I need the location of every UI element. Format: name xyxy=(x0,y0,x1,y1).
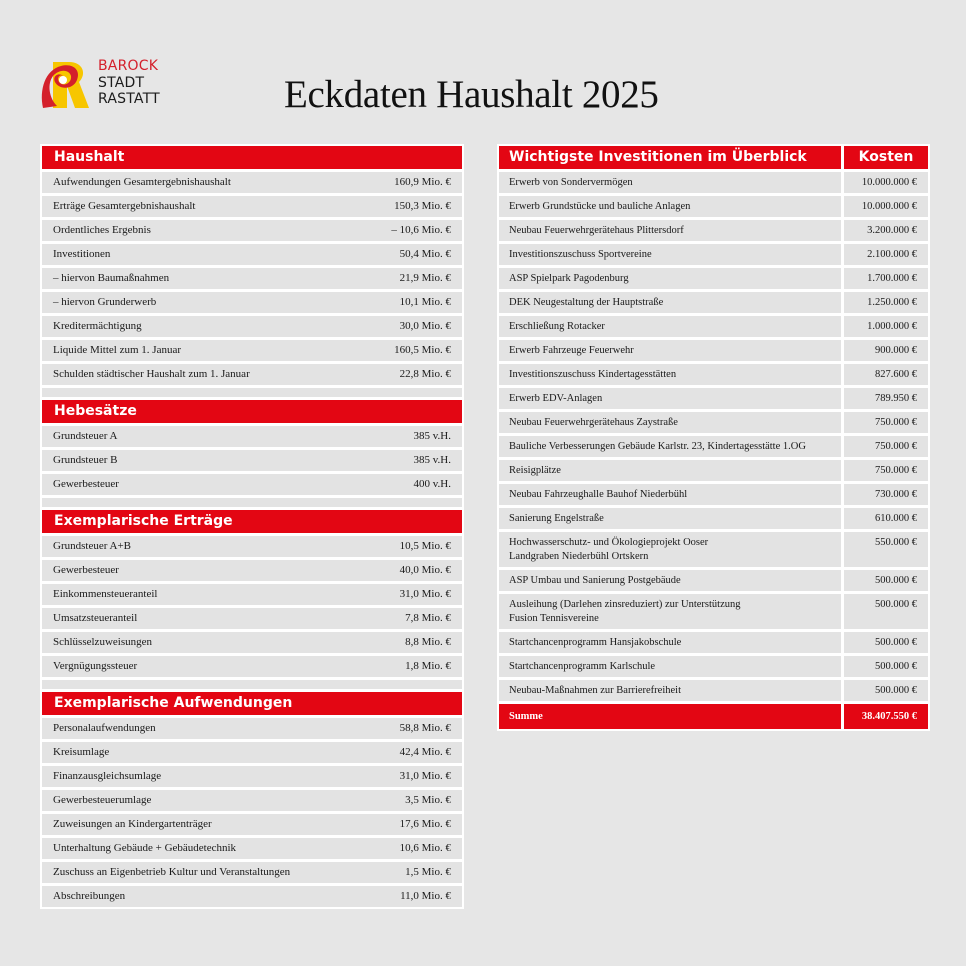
row-value: 385 v.H. xyxy=(413,454,451,466)
cost-column-header: Kosten xyxy=(844,146,928,169)
table-row xyxy=(499,656,928,677)
row-value: 750.000 € xyxy=(844,436,928,457)
row-label: DEK Neugestaltung der Hauptstraße xyxy=(499,292,841,313)
table-row xyxy=(42,608,462,629)
row-label: – hiervon Grunderwerb xyxy=(53,296,157,308)
row-label: Finanzausgleichsumlage xyxy=(53,770,162,782)
table-row xyxy=(499,436,928,457)
row-value: 1,8 Mio. € xyxy=(405,660,451,672)
row-value: 827.600 € xyxy=(844,364,928,385)
table-row xyxy=(499,532,928,567)
row-value: 10,6 Mio. € xyxy=(399,842,451,854)
row-value: 7,8 Mio. € xyxy=(405,612,451,624)
row-value: 50,4 Mio. € xyxy=(399,248,451,260)
row-value: 500.000 € xyxy=(844,594,928,629)
row-value: 900.000 € xyxy=(844,340,928,361)
row-value: 21,9 Mio. € xyxy=(399,272,451,284)
row-label: Startchancenprogramm Hansjakobschule xyxy=(499,632,841,653)
table-row xyxy=(42,560,462,581)
row-label: Schulden städtischer Haushalt zum 1. Januar xyxy=(53,368,250,380)
row-label: Investitionszuschuss Kindertagesstätten xyxy=(499,364,841,385)
table-row xyxy=(499,594,928,629)
row-value: – 10,6 Mio. € xyxy=(391,224,451,236)
row-value: 31,0 Mio. € xyxy=(399,770,451,782)
row-label: Kreisumlage xyxy=(53,746,110,758)
table-row xyxy=(42,790,462,811)
row-value: 1.700.000 € xyxy=(844,268,928,289)
table-row xyxy=(499,244,928,265)
table-row xyxy=(499,172,928,193)
row-value: 610.000 € xyxy=(844,508,928,529)
row-value: 10,1 Mio. € xyxy=(399,296,451,308)
table-row xyxy=(499,460,928,481)
row-label: Neubau Feuerwehrgerätehaus Zaystraße xyxy=(499,412,841,433)
row-label: Reisigplätze xyxy=(499,460,841,481)
row-label: Erwerb Grundstücke und bauliche Anlagen xyxy=(499,196,841,217)
investments-title: Wichtigste Investitionen im Überblick xyxy=(499,146,841,169)
row-label: Grundsteuer B xyxy=(53,454,118,466)
table-row xyxy=(42,450,462,471)
row-label: Gewerbesteuerumlage xyxy=(53,794,152,806)
table-row xyxy=(42,244,462,265)
row-value: 3,5 Mio. € xyxy=(405,794,451,806)
row-label: Zuschuss an Eigenbetrieb Kultur und Veranstaltungen xyxy=(53,866,291,878)
row-label: Liquide Mittel zum 1. Januar xyxy=(53,344,181,356)
row-value: 500.000 € xyxy=(844,656,928,677)
row-label: Erwerb von Sondervermögen xyxy=(499,172,841,193)
row-label: ASP Spielpark Pagodenburg xyxy=(499,268,841,289)
row-label: – hiervon Baumaßnahmen xyxy=(53,272,170,284)
table-row xyxy=(42,584,462,605)
row-value: 10,5 Mio. € xyxy=(399,540,451,552)
row-label: Grundsteuer A xyxy=(53,430,118,442)
table-row xyxy=(42,656,462,677)
row-label: Aufwendungen Gesamtergebnishaushalt xyxy=(53,176,231,188)
row-label: Kreditermächtigung xyxy=(53,320,142,332)
page-title: Eckdaten Haushalt 2025 xyxy=(284,73,659,116)
investments-panel xyxy=(497,144,930,731)
logo-line-rastatt: RASTATT xyxy=(98,91,160,107)
row-label: ASP Umbau und Sanierung Postgebäude xyxy=(499,570,841,591)
row-value: 160,9 Mio. € xyxy=(394,176,451,188)
row-label: Zuweisungen an Kindergartenträger xyxy=(53,818,212,830)
row-value: 150,3 Mio. € xyxy=(394,200,451,212)
row-value: 8,8 Mio. € xyxy=(405,636,451,648)
row-value: 1.250.000 € xyxy=(844,292,928,313)
row-label: Bauliche Verbesserungen Gebäude Karlstr. 23, Kindertagesstätte 1.OG xyxy=(499,436,841,457)
row-value: 500.000 € xyxy=(844,632,928,653)
table-row xyxy=(42,364,462,385)
row-label: Erträge Gesamtergebnishaushalt xyxy=(53,200,196,212)
row-label: Ordentliches Ergebnis xyxy=(53,224,151,236)
table-row xyxy=(499,340,928,361)
row-value: 1.000.000 € xyxy=(844,316,928,337)
table-row xyxy=(42,340,462,361)
table-row xyxy=(499,632,928,653)
row-value: 500.000 € xyxy=(844,570,928,591)
investments-header xyxy=(499,146,928,169)
row-value: 2.100.000 € xyxy=(844,244,928,265)
table-row xyxy=(42,718,462,739)
table-row xyxy=(499,196,928,217)
section-spacer xyxy=(42,680,462,689)
logo-line-stadt: STADT xyxy=(98,74,145,91)
row-value: 3.200.000 € xyxy=(844,220,928,241)
table-row xyxy=(42,220,462,241)
logo xyxy=(39,58,179,114)
table-row xyxy=(499,680,928,701)
sum-label: Summe xyxy=(499,704,841,729)
section-header-haushalt: Haushalt xyxy=(42,146,462,169)
row-label: Startchancenprogramm Karlschule xyxy=(499,656,841,677)
row-label: Grundsteuer A+B xyxy=(53,540,131,552)
table-row xyxy=(499,508,928,529)
row-label: Gewerbesteuer xyxy=(53,478,119,490)
row-value: 17,6 Mio. € xyxy=(399,818,451,830)
row-label: Erschließung Rotacker xyxy=(499,316,841,337)
table-row xyxy=(499,364,928,385)
row-value: 400 v.H. xyxy=(413,478,451,490)
row-label: Abschreibungen xyxy=(53,890,126,902)
row-value: 58,8 Mio. € xyxy=(399,722,451,734)
row-value: 10.000.000 € xyxy=(844,196,928,217)
table-row xyxy=(42,862,462,883)
row-value: 385 v.H. xyxy=(413,430,451,442)
row-value: 730.000 € xyxy=(844,484,928,505)
row-label: Vergnügungssteuer xyxy=(53,660,138,672)
row-label: Ausleihung (Darlehen zinsreduziert) zur Unterstützung Fusion Tennisvereine xyxy=(499,594,841,629)
table-row xyxy=(42,196,462,217)
row-label: Umsatzsteueranteil xyxy=(53,612,138,624)
row-value: 500.000 € xyxy=(844,680,928,701)
table-row xyxy=(42,316,462,337)
rastatt-r-logo-icon xyxy=(39,60,91,110)
row-label: Schlüsselzuweisungen xyxy=(53,636,152,648)
table-row xyxy=(42,474,462,495)
row-label: Investitionen xyxy=(53,248,111,260)
row-label: Hochwasserschutz- und Ökologieprojekt Ooser Landgraben Niederbühl Ortskern xyxy=(499,532,841,567)
logo-line-barock: BAROCK xyxy=(98,58,159,74)
table-row xyxy=(499,388,928,409)
table-row xyxy=(42,814,462,835)
row-label: Investitionszuschuss Sportvereine xyxy=(499,244,841,265)
row-value: 160,5 Mio. € xyxy=(394,344,451,356)
row-value: 11,0 Mio. € xyxy=(400,890,451,902)
row-value: 550.000 € xyxy=(844,532,928,567)
row-label: Neubau Fahrzeughalle Bauhof Niederbühl xyxy=(499,484,841,505)
section-header-hebesaetze: Hebesätze xyxy=(42,400,462,423)
row-value: 31,0 Mio. € xyxy=(399,588,451,600)
table-row xyxy=(42,536,462,557)
row-value: 30,0 Mio. € xyxy=(399,320,451,332)
table-row xyxy=(499,316,928,337)
table-row xyxy=(499,412,928,433)
table-row xyxy=(42,426,462,447)
row-value: 750.000 € xyxy=(844,460,928,481)
row-value: 22,8 Mio. € xyxy=(399,368,451,380)
row-label: Neubau-Maßnahmen zur Barrierefreiheit xyxy=(499,680,841,701)
row-label: Neubau Feuerwehrgerätehaus Plittersdorf xyxy=(499,220,841,241)
row-value: 789.950 € xyxy=(844,388,928,409)
budget-key-figures-panel xyxy=(40,144,464,909)
table-row xyxy=(499,570,928,591)
table-row xyxy=(42,742,462,763)
row-value: 10.000.000 € xyxy=(844,172,928,193)
sum-value: 38.407.550 € xyxy=(844,704,928,729)
table-row xyxy=(42,886,462,907)
row-value: 40,0 Mio. € xyxy=(399,564,451,576)
row-label: Erwerb Fahrzeuge Feuerwehr xyxy=(499,340,841,361)
table-row xyxy=(42,292,462,313)
row-label: Gewerbesteuer xyxy=(53,564,119,576)
table-row xyxy=(499,484,928,505)
section-header-ertraege: Exemplarische Erträge xyxy=(42,510,462,533)
table-row xyxy=(499,268,928,289)
table-row xyxy=(42,766,462,787)
table-row xyxy=(42,172,462,193)
table-row xyxy=(42,632,462,653)
sum-row xyxy=(499,704,928,729)
section-header-aufwendungen: Exemplarische Aufwendungen xyxy=(42,692,462,715)
row-value: 42,4 Mio. € xyxy=(399,746,451,758)
row-value: 1,5 Mio. € xyxy=(405,866,451,878)
table-row xyxy=(499,292,928,313)
row-label: Einkommensteueranteil xyxy=(53,588,158,600)
row-value: 750.000 € xyxy=(844,412,928,433)
section-spacer xyxy=(42,388,462,397)
table-row xyxy=(42,838,462,859)
table-row xyxy=(499,220,928,241)
row-label: Erwerb EDV-Anlagen xyxy=(499,388,841,409)
row-label: Sanierung Engelstraße xyxy=(499,508,841,529)
section-spacer xyxy=(42,498,462,507)
row-label: Personalaufwendungen xyxy=(53,722,156,734)
table-row xyxy=(42,268,462,289)
row-label: Unterhaltung Gebäude + Gebäudetechnik xyxy=(53,842,237,854)
